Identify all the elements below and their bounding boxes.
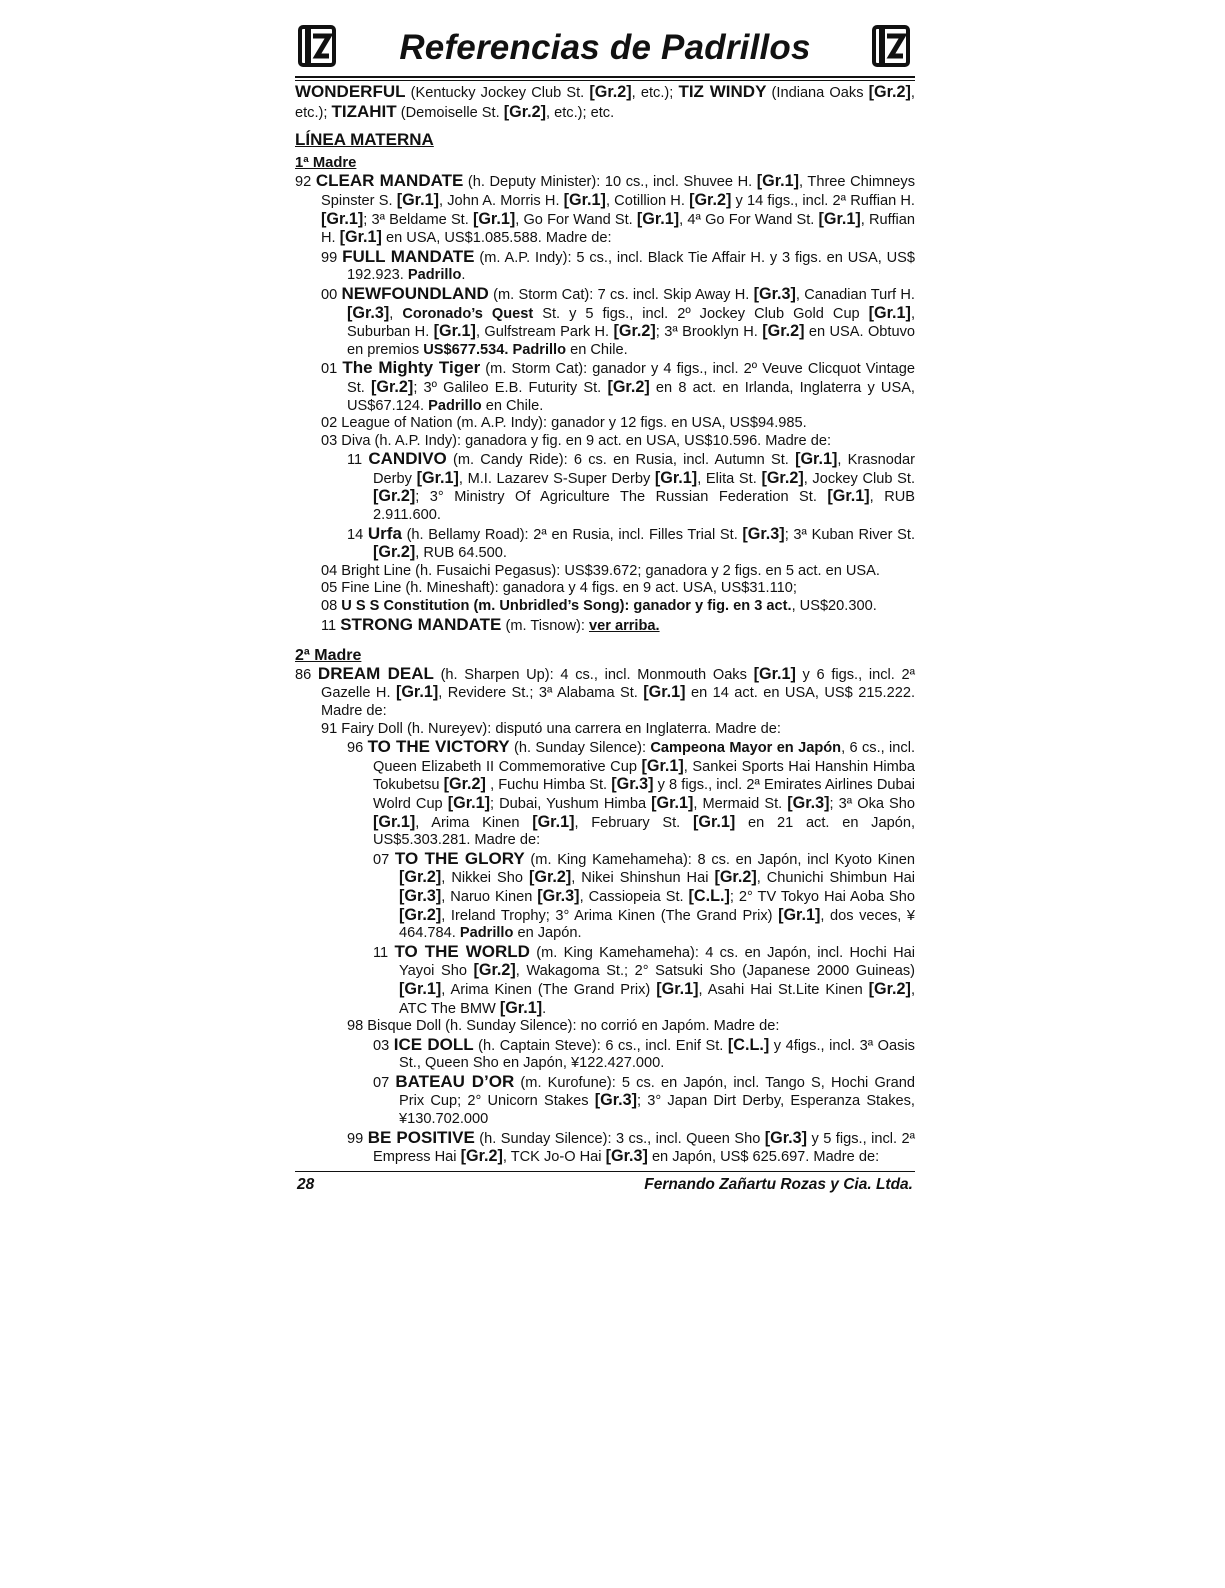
pedigree-entry: 92 CLEAR MANDATE (h. Deputy Minister): 10 cs., incl. Shuvee H. [Gr.1], Three Chimneys Spinster S. [Gr.1], John A. Morris H. [Gr.1], Cotillion H. [Gr.2] y 14 figs., incl. 2ª Ruffian H. [Gr.1]; 3ª Beldame St. [Gr.1], Go For Wand St. [Gr.1], 4ª Go For Wand St. [Gr.1], Ruffian H. [Gr.1] en USA, US$1.085.588. Madre de: xyxy=(295,171,915,247)
page-header xyxy=(295,18,915,76)
publisher-name: Fernando Zañartu Rozas y Cia. Ltda. xyxy=(644,1175,913,1193)
pedigree-entry: 96 TO THE VICTORY (h. Sunday Silence): Campeona Mayor en Japón, 6 cs., incl. Queen Elizabeth II Commemorative Cup [Gr.1], Sankei Sports Hai Hanshin Himba Tokubetsu [Gr.2] , Fuchu Himba St. [Gr.3] y 8 figs., incl. 2ª Emirates Airlines Dubai Wolrd Cup [Gr.1]; Dubai, Yushum Himba [Gr.1], Mermaid St. [Gr.3]; 3ª Oka Sho [Gr.1], Arima Kinen [Gr.1], February St. [Gr.1] en 21 act. en Japón, US$5.303.281. Madre de: xyxy=(347,737,916,849)
pedigree-entry: 02 League of Nation (m. A.P. Indy): ganador y 12 figs. en USA, US$94.985. xyxy=(321,415,807,432)
pedigree-entry: 11 TO THE WORLD (m. King Kamehameha): 4 cs. en Japón, incl. Hochi Hai Yayoi Sho [Gr.2], Wakagoma St.; 2° Satsuki Sho (Japanese 2000 Guineas) [Gr.1], Arima Kinen (The Grand Prix) [Gr.1], Asahi Hai St.Lite Kinen [Gr.2], ATC The BMW [Gr.1]. xyxy=(373,941,915,1017)
pedigree-entry: 14 Urfa (h. Bellamy Road): 2ª en Rusia, incl. Filles Trial St. [Gr.3]; 3ª Kuban River St. [Gr.2], RUB 64.500. xyxy=(347,523,916,562)
pedigree-entry: 99 FULL MANDATE (m. A.P. Indy): 5 cs., incl. Black Tie Affair H. y 3 figs. en USA, US$ 192.923. Padrillo. xyxy=(321,246,915,284)
pedigree-entry: 08 U S S Constitution (m. Unbridled’s Song): ganador y fig. en 3 act., US$20.300. xyxy=(321,598,877,615)
madre1-list xyxy=(295,172,915,635)
section-heading: LÍNEA MATERNA xyxy=(295,130,434,150)
pedigree-entry: 01 The Mighty Tiger (m. Storm Cat): ganador y 4 figs., incl. 2º Veuve Clicquot Vintage St. [Gr.2]; 3º Galileo E.B. Futurity St. [Gr.2] en 8 act. en Irlanda, Inglaterra y USA, US$67.124. Padrillo en Chile. xyxy=(321,358,915,414)
document-page xyxy=(295,18,915,1194)
intro-paragraph: WONDERFUL (Kentucky Jockey Club St. [Gr.2], etc.); TIZ WINDY (Indiana Oaks [Gr.2], etc.); TIZAHIT (Demoiselle St. [Gr.2], etc.); etc. xyxy=(295,82,915,121)
pedigree-entry: 11 CANDIVO (m. Candy Ride): 6 cs. en Rusia, incl. Autumn St. [Gr.1], Krasnodar Derby [Gr.1], M.I. Lazarev S-Super Derby [Gr.1], Elita St. [Gr.2], Jockey Club St. [Gr.2]; 3° Ministry Of Agriculture The Russian Federation St. [Gr.1], RUB 2.911.600. xyxy=(347,449,916,524)
subsection-heading-madre1: 1ª Madre xyxy=(295,154,357,171)
pedigree-entry: 03 ICE DOLL (h. Captain Steve): 6 cs., incl. Enif St. [C.L.] y 4figs., incl. 3ª Oasis St., Queen Sho en Japón, ¥122.427.000. xyxy=(373,1034,915,1072)
madre2-list xyxy=(295,665,915,1167)
pedigree-entry: 00 NEWFOUNDLAND (m. Storm Cat): 7 cs. incl. Skip Away H. [Gr.3], Canadian Turf H. [Gr.3], Coronado’s Quest St. y 5 figs., incl. 2º Jockey Club Gold Cup [Gr.1], Suburban H. [Gr.1], Gulfstream Park H. [Gr.2]; 3ª Brooklyn H. [Gr.2] en USA. Obtuvo en premios US$677.534. Padrillo en Chile. xyxy=(321,283,916,358)
pedigree-entry: 86 DREAM DEAL (h. Sharpen Up): 4 cs., incl. Monmouth Oaks [Gr.1] y 6 figs., incl. 2ª Gazelle H. [Gr.1], Revidere St.; 3ª Alabama St. [Gr.1] en 14 act. en USA, US$ 215.222. Madre de: xyxy=(295,663,916,719)
page-footer xyxy=(295,1172,915,1194)
header-rule xyxy=(295,76,915,81)
pedigree-entry: 05 Fine Line (h. Mineshaft): ganadora y 4 figs. en 9 act. USA, US$31.110; xyxy=(321,580,797,597)
pedigree-entry: 11 STRONG MANDATE (m. Tisnow): ver arriba. xyxy=(321,614,660,634)
pedigree-entry: 98 Bisque Doll (h. Sunday Silence): no corrió en Japóm. Madre de: xyxy=(347,1018,780,1035)
pedigree-entry: 91 Fairy Doll (h. Nureyev): disputó una carrera en Inglaterra. Madre de: xyxy=(321,720,781,737)
pedigree-entry: 07 BATEAU D’OR (m. Kurofune): 5 cs. en Japón, incl. Tango S, Hochi Grand Prix Cup; 2° Unicorn Stakes [Gr.3]; 3° Japan Dirt Derby, Esperanza Stakes, ¥130.702.000 xyxy=(373,1071,916,1128)
pedigree-entry: 07 TO THE GLORY (m. King Kamehameha): 8 cs. en Japón, incl Kyoto Kinen [Gr.2], Nikkei Sho [Gr.2], Nikei Shinshun Hai [Gr.2], Chunichi Shimbun Hai [Gr.3], Naruo Kinen [Gr.3], Cassiopeia St. [C.L.]; 2° TV Tokyo Hai Aoba Sho [Gr.2], Ireland Trophy; 3° Arima Kinen (The Grand Prix) [Gr.1], dos veces, ¥ 464.784. Padrillo en Japón. xyxy=(373,848,916,942)
document-body xyxy=(295,83,915,1167)
page-number: 28 xyxy=(297,1175,315,1193)
pedigree-entry: 03 Diva (h. A.P. Indy): ganadora y fig. en 9 act. en USA, US$10.596. Madre de: xyxy=(321,432,832,449)
pedigree-entry: 04 Bright Line (h. Fusaichi Pegasus): US$39.672; ganadora y 2 figs. en 5 act. en USA. xyxy=(321,562,880,579)
page-title: Referencias de Padrillos xyxy=(399,28,811,67)
pedigree-entry: 99 BE POSITIVE (h. Sunday Silence): 3 cs., incl. Queen Sho [Gr.3] y 5 figs., incl. 2ª Empress Hai [Gr.2], TCK Jo-O Hai [Gr.3] en Japón, US$ 625.697. Madre de: xyxy=(347,1127,916,1166)
brand-logo-icon xyxy=(871,24,913,68)
subsection-heading-madre2: 2ª Madre xyxy=(295,647,362,665)
